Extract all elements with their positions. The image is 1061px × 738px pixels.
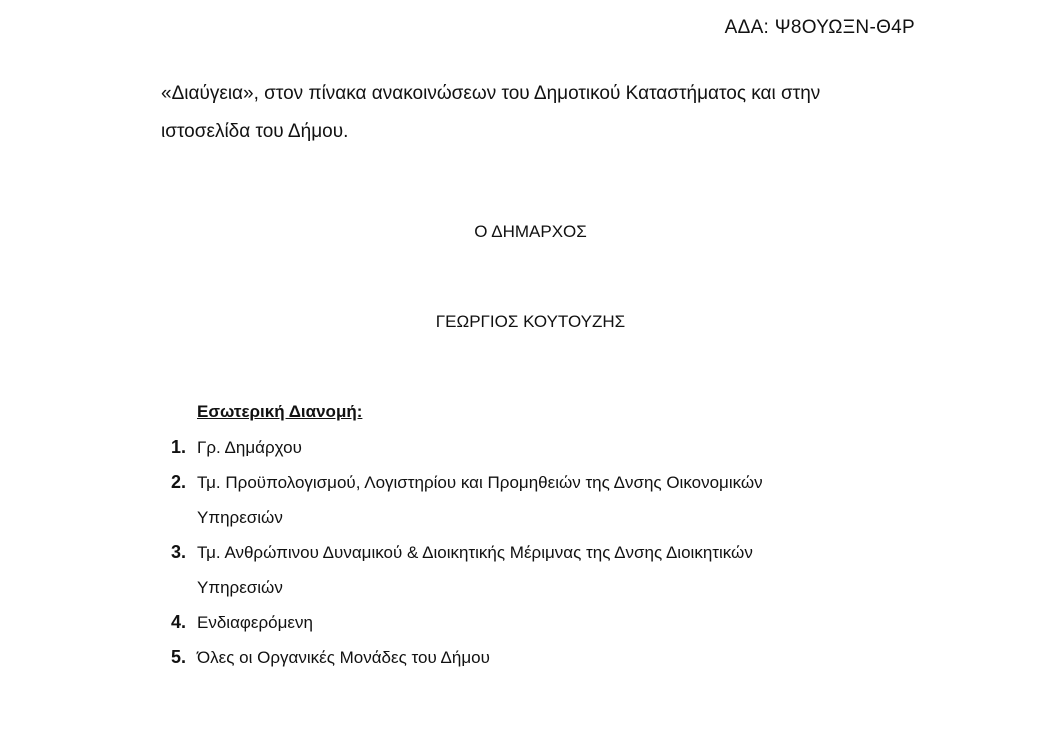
mayor-name: ΓΕΩΡΓΙΟΣ ΚΟΥΤΟΥΖΗΣ	[435, 312, 626, 331]
ada-code: ΑΔΑ: Ψ8ΟΥΩΞΝ-Θ4Ρ	[724, 17, 915, 38]
distribution-item-number: 3.	[171, 542, 187, 562]
distribution-item-text: Τμ. Προϋπολογισμού, Λογιστηρίου και Προμηθειών της Δνσης Οικονομικών	[197, 473, 763, 492]
distribution-item-text: Ενδιαφερόμενη	[197, 613, 313, 632]
distribution-item-text: Υπηρεσιών	[197, 508, 283, 527]
distribution-item-text: Γρ. Δημάρχου	[197, 438, 302, 457]
distribution-item-text: Όλες οι Οργανικές Μονάδες του Δήμου	[197, 648, 490, 667]
distribution-item	[160, 640, 880, 675]
distribution-item-text: Τμ. Ανθρώπινου Δυναμικού & Διοικητικής Μέριμνας της Δνσης Διοικητικών	[197, 543, 753, 562]
distribution-item-number: 1.	[171, 437, 187, 457]
mayor-title: Ο ΔΗΜΑΡΧΟΣ	[474, 222, 587, 241]
distribution-item	[160, 430, 880, 465]
distribution-item	[160, 535, 880, 605]
distribution-item	[160, 465, 880, 535]
distribution-list	[160, 430, 880, 675]
body-line: ιστοσελίδα του Δήμου.	[161, 121, 349, 142]
distribution-item	[160, 605, 880, 640]
body-paragraph	[161, 75, 921, 151]
distribution-item-number: 2.	[171, 472, 187, 492]
distribution-item-number: 5.	[171, 647, 187, 667]
distribution-item-text: Υπηρεσιών	[197, 578, 283, 597]
distribution-heading: Εσωτερική Διανομή:	[197, 402, 363, 421]
body-line: «Διαύγεια», στον πίνακα ανακοινώσεων του Δημοτικού Καταστήματος και στην	[161, 83, 821, 104]
distribution-item-number: 4.	[171, 612, 187, 632]
